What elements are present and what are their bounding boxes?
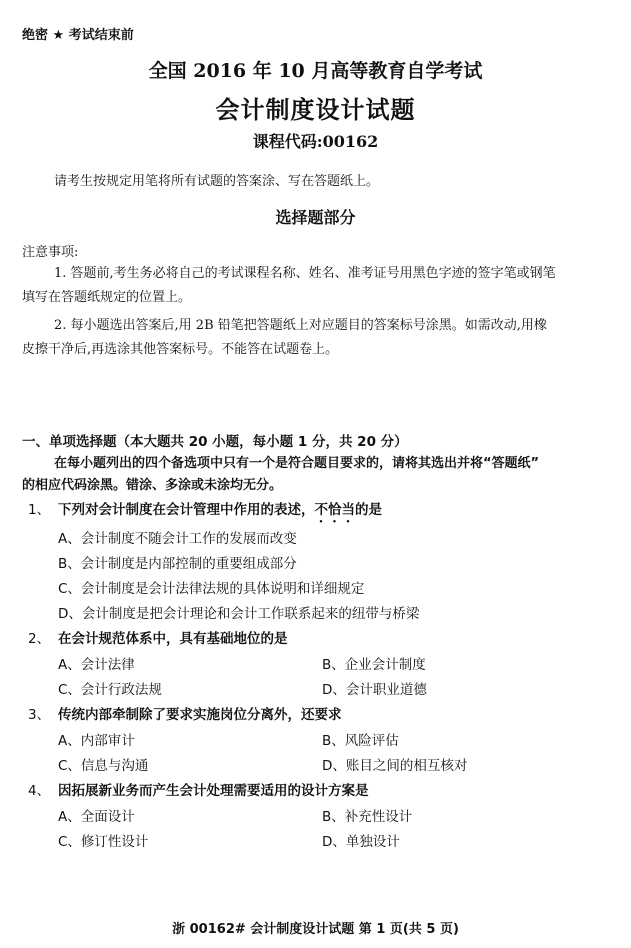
question-1-text (58, 498, 382, 526)
option: A、会计法律 (58, 657, 135, 673)
secret-label: 绝密 ★ 考试结束前 (22, 28, 134, 43)
option: C、会计制度是会计法律法规的具体说明和详细规定 (58, 581, 365, 597)
question-number: 1、 (28, 502, 51, 518)
question-number: 2、 (28, 631, 51, 647)
question-number: 4、 (28, 783, 51, 799)
question-number: 3、 (28, 707, 51, 723)
option: B、会计制度是内部控制的重要组成部分 (58, 556, 297, 572)
section-title: 选择题部分 (275, 208, 356, 227)
option: B、风险评估 (322, 733, 399, 749)
note-2-line-1: 2. 每小题选出答案后,用 2B 铅笔把答题纸上对应题目的答案标号涂黑。如需改动,用橡 (54, 318, 547, 333)
option: B、补充性设计 (322, 809, 413, 825)
option: A、全面设计 (58, 809, 135, 825)
notes-title: 注意事项: (22, 245, 79, 260)
option: D、会计职业道德 (322, 682, 427, 698)
question-text-part: 的是 (355, 502, 382, 518)
course-code: 课程代码:00162 (252, 132, 379, 151)
option: D、单独设计 (322, 834, 400, 850)
note-1-line-1: 1. 答题前,考生务必将自己的考试课程名称、姓名、准考证号用黑色字迹的签字笔或钢笔 (54, 266, 556, 281)
exam-title: 全国 2016 年 10 月高等教育自学考试 (148, 60, 483, 82)
option: D、账目之间的相互核对 (322, 758, 468, 774)
option: C、会计行政法规 (58, 682, 162, 698)
question-4-text: 因拓展新业务而产生会计处理需要适用的设计方案是 (58, 783, 369, 799)
instruction-text: 请考生按规定用笔将所有试题的答案涂、写在答题纸上。 (54, 174, 380, 189)
part-description-line-2: 的相应代码涂黑。错涂、多涂或未涂均无分。 (22, 478, 283, 493)
note-2-line-2: 皮擦干净后,再选涂其他答案标号。不能答在试题卷上。 (22, 342, 339, 357)
note-1-line-2: 填写在答题纸规定的位置上。 (22, 290, 192, 305)
option: C、信息与沟通 (58, 758, 149, 774)
option: B、企业会计制度 (322, 657, 426, 673)
paper-title: 会计制度设计试题 (215, 95, 416, 124)
option: A、内部审计 (58, 733, 135, 749)
part-description-line-1: 在每小题列出的四个备选项中只有一个是符合题目要求的，请将其选出并将“答题纸” (54, 456, 540, 471)
option: C、修订性设计 (58, 834, 149, 850)
part-heading: 一、单项选择题（本大题共 20 小题，每小题 1 分，共 20 分） (22, 434, 408, 450)
option: D、会计制度是把会计理论和会计工作联系起来的纽带与桥梁 (58, 606, 420, 622)
option: A、会计制度不随会计工作的发展而改变 (58, 531, 297, 547)
page-footer: 浙 00162# 会计制度设计试题 第 1 页(共 5 页) (172, 922, 459, 937)
question-2-text: 在会计规范体系中，具有基础地位的是 (58, 631, 288, 647)
question-text-part: 下列对会计制度在会计管理中作用的表述， (58, 502, 315, 518)
emphasized-word: 不恰当 (314, 502, 355, 518)
question-3-text: 传统内部牵制除了要求实施岗位分离外，还要求 (58, 707, 342, 723)
